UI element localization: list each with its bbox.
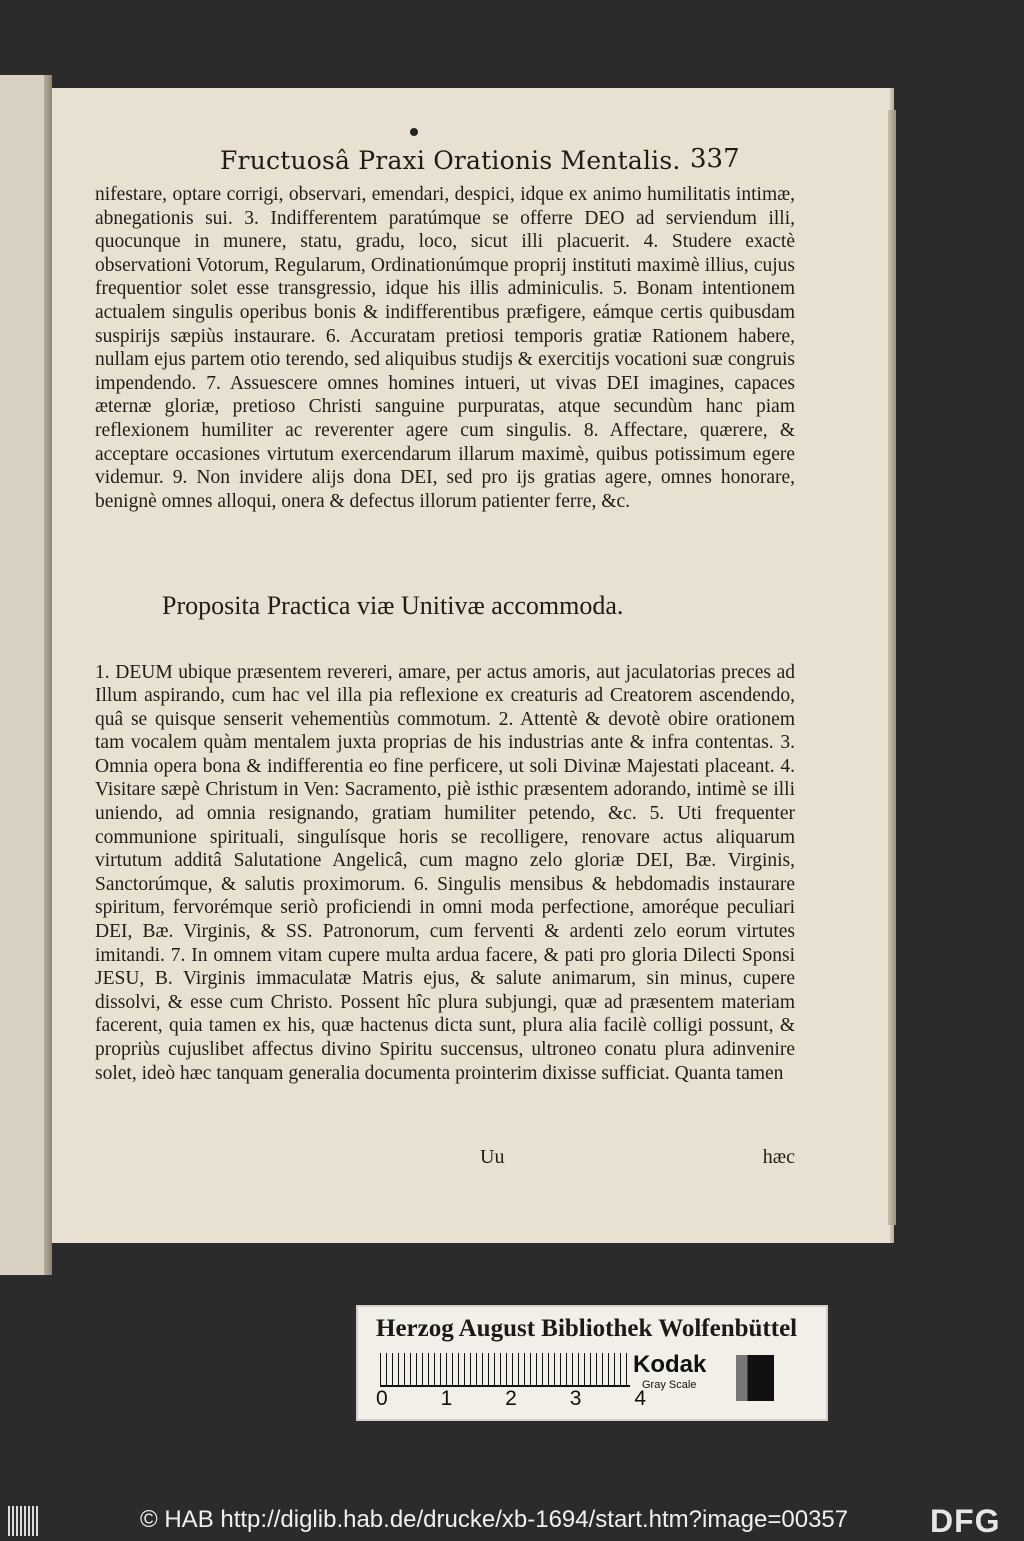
ruler-number: 1: [440, 1387, 453, 1410]
body-paragraph-2: [95, 641, 795, 1105]
ruler-number: 3: [569, 1387, 582, 1410]
barcode-icon: [8, 1506, 38, 1536]
kodak-logo: Kodak: [633, 1351, 707, 1378]
ruler-number: 2: [505, 1387, 517, 1410]
left-page-edge: [44, 75, 52, 1275]
body-paragraph-1: [95, 183, 795, 513]
catchword: hæc: [762, 1146, 795, 1168]
page-fore-edge: [888, 110, 896, 1225]
section-heading: Proposita Practica viæ Unitivæ accommoda.: [162, 591, 624, 620]
catchword-row: [95, 1146, 795, 1172]
page-number: 337: [690, 144, 740, 174]
footer-bar: [0, 1500, 1024, 1541]
paragraph-1-text: nifestare, optare corrigi, observari, emendari, despici, idque ex animo humilitatis intimæ, abnegationis sui. 3. Indifferentem paratúmque se offerre DEO ad serviendum illi, quocunque in munere, statu, gradu, loco, sicut illi placuerit. 4. Studere exactè observationi Votorum, Regularum, Ordinationúmque proprij instituti maximè illius, cujus frequentior solet esse transgressio, idque his illis adminiculis. 5. Bonam intentionem actualem singulis operibus bonis & indifferentibus præfigere, eámque certis quibusdam suspirijs sæpiùs instaurare. 6. Accuratam pretiosi temporis gratiæ Rationem habere, nullam ejus partem otio terendo, sed aliquibus studijs & exercitijs vocationi suæ congruis impendendo. 7. Assuescere omnes homines intueri, ut vivas DEI imagines, capaces æternæ gloriæ, pretioso Christi sanguine purpuratas, atque secundùm hanc piam reflexionem humiliter ac reverenter agere cum singulis. 8. Affectare, quærere, & acceptare occasiones virtutum exercendarum illarum maximè, quibus potissimum egere videmur. 9. Non invidere alijs dona DEI, sed pro ijs gratias agere, omnes honorare, benignè omnes alloqui, onera & defectus illorum patienter ferre, &c.: [95, 184, 795, 512]
copyright-url: © HAB http://diglib.hab.de/drucke/xb-1694/start.htm?image=00357: [140, 1506, 849, 1533]
paragraph-2-text: 1. DEUM ubique præsentem revereri, amare, per actus amoris, aut jaculatorias preces ad Illum aspirando, cum hac vel illa pia reflexione ex creaturis ad Creatorem ascendendo, quâ se quisque senserit vehementiùs commotum. 2. Attentè & devotè obire orationem tam vocalem quàm mentalem juxta proprias de his industrias ante & infra contentas. 3. Omnia opera bona & indifferentia eo fine perficere, ut soli Divinæ Majestati placeant. 4. Visitare sæpè Christum in Ven: Sacramento, piè isthic præsentem adorando, intimè se illi uniendo, ad omnia resignando, gratiam humiliter petendo, &c. 5. Uti frequenter communione spirituali, singulísque horis se recolligere, renovare actus aliquarum virtutum additâ Salutatione Angelicâ, cum magno zelo gloriæ DEI, Bæ. Virginis, Sanctorúmque, & salutis proximorum. 6. Singulis mensibus & hebdomadis instaurare spiritum, fervorémque seriò proficiendi in omni moda perfectione, amoréque peculiari DEI, Bæ. Virginis, & SS. Patronorum, cum ferventi & ardenti zelo eorum virtutes imitandi. 7. In omnem vitam cupere multa ardua facere, & pati pro gloria Dilecti Sponsi JESU, B. Virginis immaculatæ Matris ejus, & salute animarum, sin minus, cupere dissolvi, & esse cum Christo. Possent hîc plura subjungi, quæ ad præsentem materiam facerent, quia tamen ex his, quæ hactenus dicta sunt, plura alia facilè colligi possunt, & propriùs cujuslibet affectus divino Spiritu succensus, ultroneo conatu plura adinvenire solet, ideò hæc tanquam generalia documenta prointerim dixisse sufficiat. Quanta tamen: [95, 661, 795, 1084]
gray-swatch: [736, 1355, 774, 1401]
left-page-fragment: [0, 75, 48, 1275]
book-page: [52, 88, 890, 1243]
ruler-number: 4: [634, 1387, 646, 1410]
gray-scale-label: Gray Scale: [642, 1379, 697, 1391]
library-name: Herzog August Bibliothek Wolfenbüttel: [376, 1315, 798, 1342]
ruler-scale: [380, 1353, 630, 1387]
ruler-numbers: [376, 1387, 646, 1411]
dfg-logo: DFG: [930, 1503, 1001, 1539]
ruler-number: 0: [376, 1387, 388, 1410]
ink-dot: [410, 128, 418, 136]
running-head: Fructuosâ Praxi Orationis Mentalis.: [220, 146, 681, 175]
library-label-card: [356, 1305, 828, 1421]
signature-mark: Uu: [480, 1146, 505, 1168]
